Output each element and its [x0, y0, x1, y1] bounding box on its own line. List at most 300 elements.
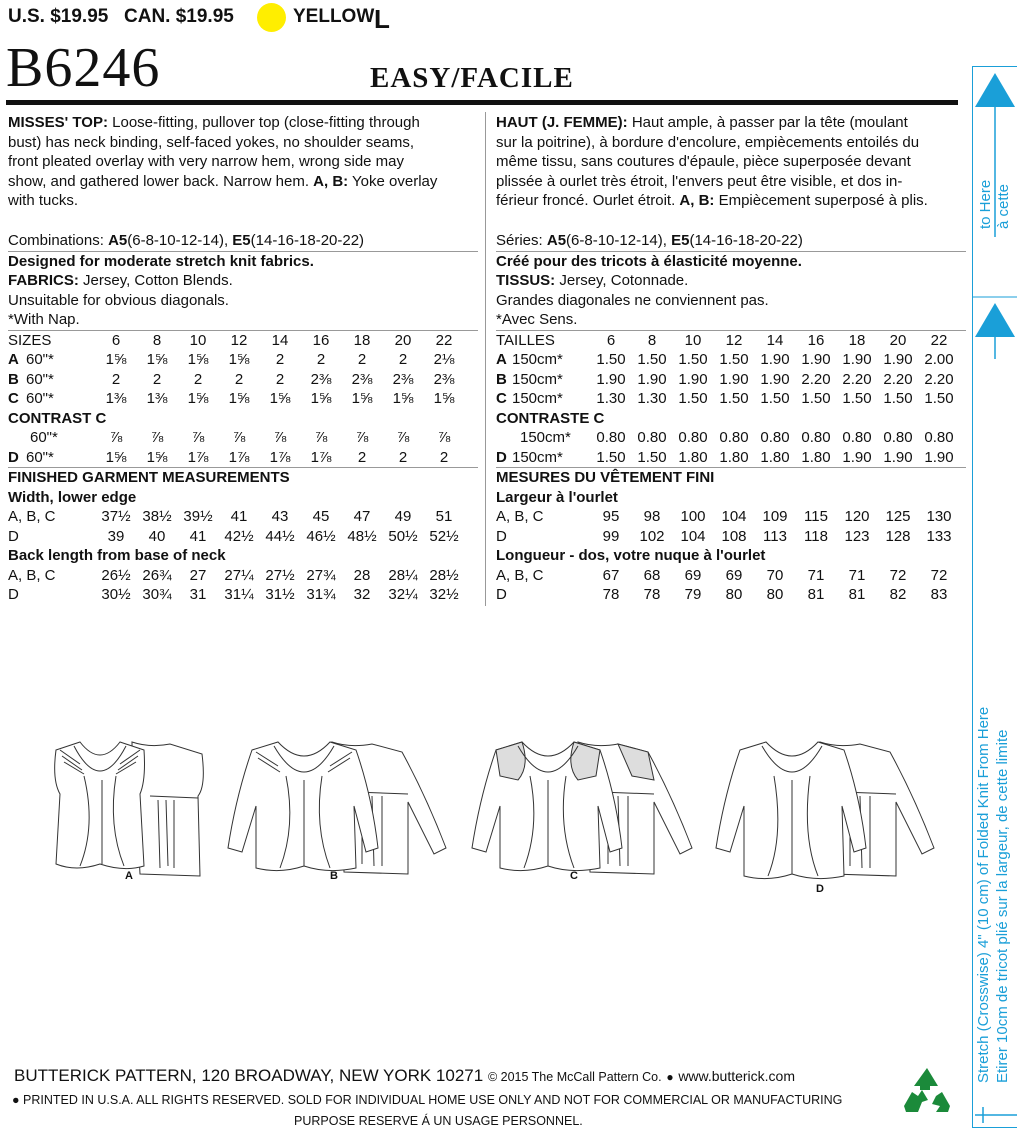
fabrics-label: FABRICS: — [8, 272, 79, 289]
up-arrow-icon — [973, 299, 1017, 359]
table-value: 28¼ — [388, 566, 418, 584]
table-value: 22 — [930, 331, 948, 349]
table-value: 102 — [639, 527, 665, 545]
table-value: 14 — [766, 331, 784, 349]
rights-fr: PURPOSE RESERVE Á UN USAGE PERSONNEL. — [294, 1114, 583, 1128]
finished-header — [496, 468, 966, 488]
french-column — [496, 113, 966, 605]
english-title: MISSES' TOP: — [8, 114, 108, 131]
measure-row — [496, 507, 966, 527]
table-value: 32 — [353, 586, 371, 603]
table-value: 46½ — [306, 527, 336, 545]
view-letter: A — [8, 351, 19, 368]
view-letter: B — [8, 370, 19, 388]
nap-note: *Avec Sens. — [496, 310, 966, 331]
table-value: ⅞ — [314, 429, 328, 446]
table-value: 31¾ — [306, 586, 336, 603]
combinations — [8, 231, 478, 252]
table-value: 12 — [230, 331, 248, 349]
table-value: 69 — [725, 566, 743, 584]
fabrics: Jersey, Cotonnade. — [555, 272, 689, 289]
table-value: 2⅛ — [433, 351, 455, 368]
table-value: 1.90 — [760, 351, 790, 368]
measure-row — [8, 566, 478, 586]
bullet-icon: ● — [12, 1093, 20, 1107]
table-value: 68 — [643, 566, 661, 584]
view-letter: B — [496, 370, 507, 388]
header-rule — [6, 100, 958, 105]
us-price: U.S. $19.95 — [8, 6, 109, 27]
table-value: 18 — [848, 331, 866, 349]
finished-label: MESURES DU VÊTEMENT FINI — [496, 469, 715, 486]
fabric-width: 60"* — [26, 390, 54, 407]
table-value: 27½ — [265, 566, 295, 584]
back-header — [8, 546, 478, 566]
table-value: 1.90 — [719, 370, 749, 388]
table-value: 1.80 — [760, 448, 790, 466]
table-value: 2 — [398, 448, 408, 466]
table-value: 0.80 — [719, 429, 749, 446]
table-value: 1.50 — [760, 390, 790, 407]
table-value: 80 — [766, 586, 784, 603]
yardage-row — [8, 350, 478, 370]
table-value: 41 — [189, 527, 207, 545]
difficulty-label: EASY/FACILE — [370, 62, 574, 94]
table-value: 2 — [439, 448, 449, 466]
start-marker-icon — [973, 1105, 1017, 1125]
combo-a: A5 — [108, 232, 128, 249]
table-value: 16 — [807, 331, 825, 349]
view-letter: D — [496, 448, 507, 466]
table-value: 72 — [930, 566, 948, 584]
table-value: ⅞ — [232, 429, 246, 446]
table-value: 1⅝ — [228, 390, 250, 407]
table-value: 1.50 — [842, 390, 872, 407]
sizes-header — [8, 331, 478, 351]
fabric-width: 60"* — [26, 448, 54, 466]
table-value: 104 — [680, 527, 706, 545]
table-value: 43 — [271, 508, 289, 525]
table-value: 123 — [844, 527, 870, 545]
table-value: 1.50 — [883, 390, 913, 407]
table-value: 2 — [357, 351, 367, 368]
view-c-illustration — [460, 736, 700, 886]
table-value: 1.50 — [678, 351, 708, 368]
table-value: 2.20 — [801, 370, 831, 388]
measure-row — [8, 507, 478, 527]
table-value: ⅞ — [437, 429, 451, 446]
table-value: 133 — [926, 527, 952, 545]
table-value: 30½ — [101, 586, 131, 603]
finished-header — [8, 468, 478, 488]
table-value: 2⅜ — [310, 370, 332, 388]
table-value: 2.20 — [883, 370, 913, 388]
table-value: 1.80 — [719, 448, 749, 466]
table-value: 1⅝ — [187, 351, 209, 368]
width-header — [8, 488, 478, 508]
table-value: 37½ — [101, 508, 131, 525]
table-value: 44½ — [265, 527, 295, 545]
french-description — [496, 113, 966, 231]
fabric-width: 150cm* — [512, 448, 563, 466]
table-value: 1.90 — [596, 370, 626, 388]
table-value: 1⅝ — [105, 351, 127, 368]
table-value: 71 — [848, 566, 866, 584]
table-value: ⅞ — [273, 429, 287, 446]
table-value: 79 — [684, 586, 702, 603]
table-value: 70 — [766, 566, 784, 584]
table-value: 2 — [111, 370, 121, 388]
table-value: 26½ — [101, 566, 131, 584]
table-value: 115 — [804, 508, 828, 525]
measure-row — [496, 585, 966, 605]
views-label: A, B, C — [8, 508, 56, 525]
table-value: 128 — [885, 527, 911, 545]
table-value: 32½ — [429, 586, 459, 603]
table-value: 2 — [357, 448, 367, 466]
table-value: 72 — [889, 566, 907, 584]
fabric-width: 150cm* — [512, 390, 563, 407]
finished-label: FINISHED GARMENT MEASUREMENTS — [8, 469, 290, 486]
table-value: 39½ — [183, 508, 213, 525]
table-value: 47 — [353, 508, 371, 525]
desc-end: Empiècement superposé à plis. — [714, 192, 928, 209]
table-value: 1⅞ — [228, 448, 250, 466]
table-value: 1.50 — [719, 390, 749, 407]
combo-e-sizes: (14-16-18-20-22) — [250, 232, 365, 249]
desc-line: Haut ample, à passer par la tête (moulant — [627, 114, 908, 131]
fabrics: Jersey, Cotton Blends. — [78, 272, 233, 289]
width-header — [496, 488, 966, 508]
can-price: CAN. $19.95 — [124, 6, 234, 27]
table-value: 2 — [234, 370, 244, 388]
combinations-label: Combinations: — [8, 232, 109, 249]
table-value: 1.90 — [883, 448, 913, 466]
table-value: 82 — [889, 586, 907, 603]
yardage-row — [496, 370, 966, 390]
website-link[interactable]: www.butterick.com — [678, 1068, 796, 1084]
table-value: 0.80 — [596, 429, 626, 446]
views-label: D — [8, 527, 19, 545]
table-value: 1.90 — [842, 448, 872, 466]
table-value: 16 — [312, 331, 330, 349]
desc-line: même tissu, sans coutures d'épaule, pièce superposée devant — [496, 153, 911, 170]
view-letter: C — [496, 390, 507, 407]
table-value: 1⅞ — [269, 448, 291, 466]
table-value: 40 — [148, 527, 166, 545]
table-value: 1⅝ — [228, 351, 250, 368]
nap-note: *With Nap. — [8, 310, 478, 331]
table-value: 1.30 — [637, 390, 667, 407]
table-value: 27¾ — [306, 566, 336, 584]
table-value: 1.90 — [801, 351, 831, 368]
yardage-row — [8, 370, 478, 390]
table-value: 98 — [643, 508, 661, 525]
table-value: 99 — [602, 527, 620, 545]
table-value: 52½ — [429, 527, 459, 545]
copyright: © 2015 The McCall Pattern Co. — [487, 1070, 662, 1084]
table-value: 1⅝ — [351, 390, 373, 407]
views-label: D — [496, 586, 507, 603]
table-value: 118 — [804, 527, 828, 545]
view-letter: C — [8, 390, 19, 407]
table-value: 1⅞ — [187, 448, 209, 466]
table-value: 100 — [680, 508, 706, 525]
width-label: Width, lower edge — [8, 488, 137, 506]
yardage-row — [496, 389, 966, 409]
table-value: 39 — [107, 527, 125, 545]
table-value: 2⅜ — [433, 370, 455, 388]
fabric-width: 150cm* — [512, 370, 563, 388]
yardage-row — [8, 448, 478, 469]
table-value: 69 — [684, 566, 702, 584]
sizes-label: SIZES — [8, 331, 52, 349]
table-value: 45 — [312, 508, 330, 525]
views-label: A, B, C — [496, 566, 544, 584]
desc-line: bust) has neck binding, self-faced yokes, no shoulder seams, — [8, 133, 415, 151]
measure-row — [496, 527, 966, 547]
view-letter: D — [8, 448, 19, 466]
table-value: 41 — [230, 508, 248, 525]
table-value: 31¼ — [224, 586, 254, 603]
table-value: 28½ — [429, 566, 459, 584]
view-c-label: C — [570, 870, 578, 882]
fabric-width: 60"* — [26, 351, 54, 368]
table-value: 1.30 — [596, 390, 626, 407]
table-value: 1.50 — [801, 390, 831, 407]
combo-a-sizes: (6-8-10-12-14), — [566, 232, 672, 249]
back-label: Back length from base of neck — [8, 547, 226, 564]
contrast-header — [8, 409, 478, 429]
combinations — [496, 231, 966, 252]
table-value: 32¼ — [388, 586, 418, 603]
combo-e-sizes: (14-16-18-20-22) — [689, 232, 803, 249]
footer-rights — [12, 1090, 892, 1132]
measure-row — [8, 585, 478, 605]
table-value: 1.90 — [924, 448, 954, 466]
combinations-label: Séries: — [496, 232, 547, 249]
table-value: 2.20 — [924, 370, 954, 388]
table-value: 120 — [844, 508, 870, 525]
yardage-row — [496, 448, 966, 469]
view-d-label: D — [816, 883, 824, 895]
view-b-label: B — [330, 870, 338, 882]
table-value: 2⅜ — [392, 370, 414, 388]
table-value: 80 — [725, 586, 743, 603]
table-value: 2 — [193, 370, 203, 388]
table-value: 30¾ — [142, 586, 172, 603]
sizes-header — [496, 331, 966, 351]
combo-e: E5 — [232, 232, 251, 249]
table-value: 31 — [189, 586, 207, 603]
table-value: 50½ — [388, 527, 418, 545]
designed-for: Designed for moderate stretch knit fabrics. — [8, 252, 314, 270]
desc-line: férieur froncé. Ourlet étroit. — [496, 192, 680, 209]
desc-bold: A, B: — [679, 192, 715, 209]
table-value: 0.80 — [924, 429, 954, 446]
bullet-icon: ● — [666, 1070, 674, 1084]
table-value: 81 — [848, 586, 866, 603]
table-value: 20 — [394, 331, 412, 349]
recycle-icon — [900, 1066, 954, 1116]
desc-line: sur la poitrine), à bordure d'encolure, empiècements entoilés du — [496, 133, 920, 151]
contrast-header — [496, 409, 966, 429]
stretch-instruction-en: Stretch (Crosswise) 4" (10 cm) of Folded Knit From Here — [975, 706, 992, 1083]
measure-row — [496, 566, 966, 586]
table-value: 28 — [353, 566, 371, 584]
table-value: ⅞ — [396, 429, 410, 446]
table-value: 0.80 — [637, 429, 667, 446]
table-value: 38½ — [142, 508, 172, 525]
views-label: A, B, C — [496, 508, 544, 525]
fabrics-label: TISSUS: — [496, 272, 556, 289]
measure-row — [8, 527, 478, 547]
fabric-width: 60"* — [30, 429, 58, 446]
color-swatch — [257, 3, 286, 32]
column-divider — [485, 112, 486, 606]
table-value: 1⅝ — [187, 390, 209, 407]
table-value: 2.00 — [924, 351, 954, 368]
view-a-label: A — [125, 870, 133, 882]
table-value: 26¾ — [142, 566, 172, 584]
stretch-gauge-strip — [972, 66, 1017, 1128]
table-value: 83 — [930, 586, 948, 603]
table-value: 49 — [394, 508, 412, 525]
rights-en: PRINTED IN U.S.A. ALL RIGHTS RESERVED. SOLD FOR INDIVIDUAL HOME USE ONLY AND NOT FOR COMMERCIAL OR MANUFACTURING — [23, 1093, 843, 1107]
table-value: 10 — [189, 331, 207, 349]
table-value: 2 — [398, 351, 408, 368]
unsuitable: Grandes diagonales ne conviennent pas. — [496, 291, 769, 309]
english-column — [8, 113, 478, 605]
table-value: ⅞ — [109, 429, 123, 446]
table-value: 108 — [721, 527, 747, 545]
table-value: 125 — [885, 508, 911, 525]
unsuitable: Unsuitable for obvious diagonals. — [8, 291, 229, 309]
a-cette-text: à cette — [995, 183, 1012, 229]
pattern-number: B6246 — [6, 37, 161, 99]
table-value: 0.80 — [842, 429, 872, 446]
table-value: 1.50 — [637, 448, 667, 466]
french-yardage-table — [496, 331, 966, 605]
table-value: 0.80 — [883, 429, 913, 446]
sizes-label: TAILLES — [496, 331, 555, 349]
table-value: 0.80 — [760, 429, 790, 446]
desc-line: front pleated overlay with very narrow hem, wrong side may — [8, 153, 405, 170]
table-value: 1.90 — [678, 370, 708, 388]
table-value: 1.50 — [924, 390, 954, 407]
desc-line: Loose-fitting, pullover top (close-fitting through — [107, 114, 420, 131]
table-value: 1⅝ — [392, 390, 414, 407]
company-address: BUTTERICK PATTERN, 120 BROADWAY, NEW YORK 10271 — [14, 1066, 484, 1085]
table-value: 12 — [725, 331, 743, 349]
table-value: 1.80 — [678, 448, 708, 466]
view-d-illustration — [708, 736, 938, 886]
table-value: 20 — [889, 331, 907, 349]
table-value: 109 — [762, 508, 788, 525]
desc-line: with tucks. — [8, 192, 79, 209]
table-value: 2⅜ — [351, 370, 373, 388]
table-value: 0.80 — [678, 429, 708, 446]
combo-e: E5 — [671, 232, 690, 249]
footer-company-line — [14, 1066, 795, 1086]
table-value: 1⅝ — [433, 390, 455, 407]
table-value: 78 — [602, 586, 620, 603]
table-value: 27 — [189, 566, 207, 584]
table-value: 1⅝ — [310, 390, 332, 407]
view-letter: A — [496, 351, 507, 368]
table-value: 1⅝ — [105, 448, 127, 466]
table-value: 2 — [316, 351, 326, 368]
view-a-illustration — [40, 736, 220, 886]
color-name: YELLOW — [293, 6, 375, 27]
table-value: 1.80 — [801, 448, 831, 466]
back-header — [496, 546, 966, 566]
table-value: 18 — [353, 331, 371, 349]
english-yardage-table — [8, 331, 478, 605]
table-value: 130 — [926, 508, 952, 525]
table-value: 2 — [152, 370, 162, 388]
table-value: 0.80 — [801, 429, 831, 446]
table-value: 1.50 — [678, 390, 708, 407]
french-title: HAUT (J. FEMME): — [496, 114, 628, 131]
back-label: Longueur - dos, votre nuque à l'ourlet — [496, 547, 766, 564]
table-value: 1⅜ — [146, 390, 168, 407]
contrast-label: CONTRAST C — [8, 409, 107, 427]
table-value: 48½ — [347, 527, 377, 545]
table-value: 1.90 — [760, 370, 790, 388]
fabric-width: 60"* — [26, 370, 54, 388]
table-value: 10 — [684, 331, 702, 349]
table-value: 1⅝ — [146, 448, 168, 466]
desc-line: show, and gathered lower back. Narrow hem. — [8, 172, 314, 190]
table-value: 27¼ — [224, 566, 254, 584]
table-value: ⅞ — [191, 429, 205, 446]
fabric-width: 150cm* — [520, 429, 571, 446]
table-value: 8 — [647, 331, 657, 349]
table-value: 42½ — [224, 527, 254, 545]
table-value: ⅞ — [355, 429, 369, 446]
table-value: 14 — [271, 331, 289, 349]
table-value: 95 — [602, 508, 620, 525]
contrast-label: CONTRASTE C — [496, 409, 605, 427]
table-value: 31½ — [265, 586, 295, 603]
table-value: 6 — [111, 331, 121, 349]
table-value: 1.50 — [596, 448, 626, 466]
desc-line: plissée à ourlet très étroit, l'envers peut être visible, et dos in- — [496, 172, 903, 190]
to-here-text: to Here — [977, 179, 994, 229]
table-value: 104 — [721, 508, 747, 525]
views-label: A, B, C — [8, 566, 56, 584]
table-value: ⅞ — [150, 429, 164, 446]
english-description — [8, 113, 478, 231]
table-value: 2.20 — [842, 370, 872, 388]
table-value: 67 — [602, 566, 620, 584]
table-value: 78 — [643, 586, 661, 603]
combo-a-sizes: (6-8-10-12-14), — [127, 232, 233, 249]
table-value: 1.50 — [719, 351, 749, 368]
yardage-row — [8, 389, 478, 409]
views-label: D — [496, 527, 507, 545]
fabric-width: 150cm* — [512, 351, 563, 368]
table-value: 81 — [807, 586, 825, 603]
table-value: 1⅞ — [310, 448, 332, 466]
yardage-row — [496, 428, 966, 448]
table-value: 22 — [435, 331, 453, 349]
table-value: 2 — [275, 370, 285, 388]
desc-end: Yoke overlay — [348, 172, 438, 190]
designed-for: Créé pour des tricots à élasticité moyenne. — [496, 252, 802, 270]
table-value: 1.50 — [596, 351, 626, 368]
